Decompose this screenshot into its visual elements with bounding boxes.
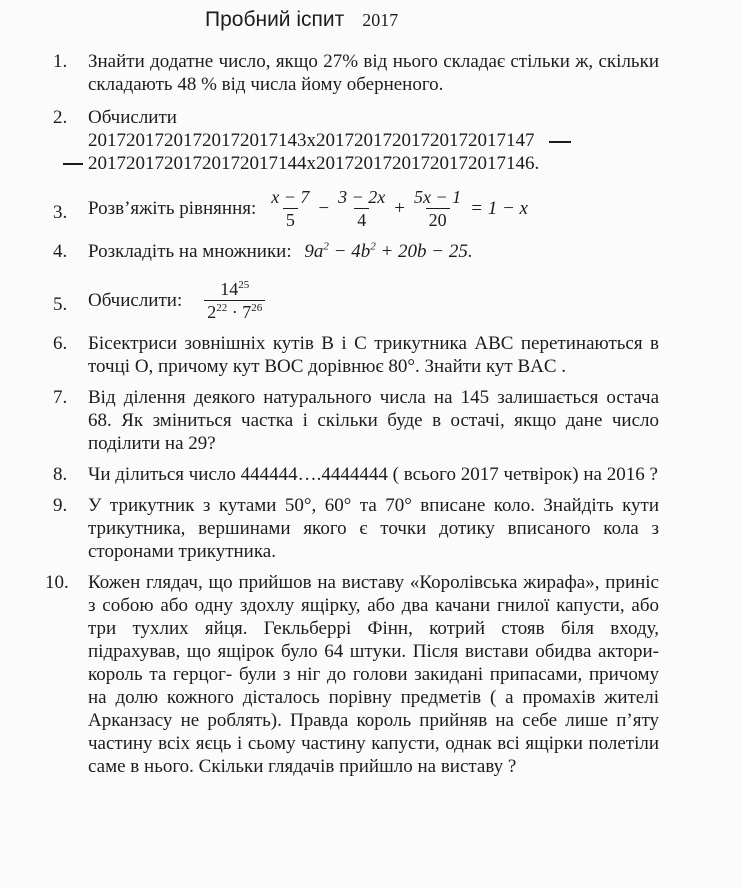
- denominator: 4: [354, 208, 369, 230]
- term: − 4b: [328, 241, 371, 262]
- title-year: 2017: [362, 10, 399, 30]
- problem-10: [0, 571, 743, 778]
- problem-text: Чи ділиться число 444444….4444444 ( всього 2017 четвірок) на 2016 ?: [88, 464, 658, 485]
- fraction: [411, 187, 464, 230]
- exponent: 25: [238, 279, 250, 291]
- expression-line-2: 20172017201720172017144х20172017201720172017146.: [88, 153, 540, 174]
- problem-number: 10.: [45, 572, 69, 593]
- minus-mark: [63, 163, 83, 165]
- right-hand-side: = 1 − x: [470, 198, 528, 219]
- exponent: 22: [216, 302, 228, 314]
- problem-number: 8.: [53, 464, 68, 485]
- numerator: 3 − 2x: [338, 187, 386, 207]
- base: 2: [207, 302, 217, 322]
- numerator: [217, 279, 252, 300]
- problem-3: [0, 187, 743, 230]
- problem-label: Розкладіть на множники:: [88, 241, 292, 262]
- problem-text: У трикутник з кутами 50°, 60° та 70° вписане коло. Знайдіть кути трикутника, вершинами якого є точки дотику вписаного кола з сторонами трикутника.: [88, 495, 659, 562]
- numerator: x − 7: [271, 187, 310, 207]
- problem-number: 7.: [53, 387, 68, 408]
- fraction: [335, 187, 388, 230]
- denominator: 5: [283, 208, 298, 230]
- fraction: [204, 279, 265, 322]
- problem-label: Обчислити: [88, 107, 177, 128]
- page-title: [205, 8, 398, 32]
- problem-label: Розв’яжіть рівняння:: [88, 198, 257, 219]
- problem-text: Знайти додатне число, якщо 27% від нього складає стільки ж, скільки складають 48 % від числа йому оберненого.: [88, 51, 659, 95]
- problem-9: [0, 494, 743, 563]
- problem-8: [0, 463, 743, 486]
- problem-text: Кожен глядач, що прийшов на виставу «Королівська жирафа», приніс з собою або одну здохлу ящірку, або два качани гнилої капусти, або три тухлих яйця. Гекльберрі Фінн, котрий стояв біля входу, підрахував, що ящірок було 64 штуки. Після вистави обидва актори- король та герцог- були з ніг до голови закидані припасами, причому на долю кожного дісталось порівну предметів ( а промахів жителі Арканзасу не роблять). Правда король прийняв на себе лише п’яту частину всіх яєць і сьому частину капусти, однак всі ящірки полетіли саме в нього. Скільки глядачів прийшло на виставу ?: [88, 572, 659, 777]
- term: 9a: [304, 241, 324, 262]
- expression-line-1: 20172017201720172017143х20172017201720172017147: [88, 130, 535, 151]
- problem-text: Від ділення деякого натурального числа на 145 залишається остача 68. Як зміниться частка і скільки буде в остачі, якщо дане число поділити на 29?: [88, 387, 659, 454]
- exponent: 26: [251, 302, 263, 314]
- problem-2: [0, 106, 743, 175]
- problem-number: 5.: [53, 294, 68, 315]
- operator: −: [318, 198, 330, 219]
- base: 14: [220, 279, 239, 299]
- exponent: 2: [323, 240, 329, 253]
- problem-number: 3.: [53, 202, 68, 223]
- problem-number: 1.: [53, 51, 68, 72]
- problem-label: Обчислити:: [88, 290, 183, 311]
- problem-5: [0, 279, 743, 322]
- problem-number: 9.: [53, 495, 68, 516]
- equation: [266, 187, 528, 230]
- term: + 20b − 25.: [375, 241, 473, 262]
- numerator: 5x − 1: [414, 187, 462, 207]
- base: · 7: [227, 302, 252, 322]
- problem-4: [0, 240, 743, 263]
- problem-number: 4.: [53, 241, 68, 262]
- expression: [304, 241, 472, 262]
- problem-6: [0, 332, 743, 378]
- operator: +: [394, 198, 405, 219]
- problem-number: 6.: [53, 333, 68, 354]
- fraction: [268, 187, 312, 230]
- title-text: Пробний іспит: [205, 8, 345, 31]
- problem-list: [0, 50, 743, 778]
- denominator: [204, 300, 265, 322]
- minus-mark: [549, 141, 571, 143]
- problem-1: [0, 50, 743, 96]
- problem-text: Бісектриси зовнішніх кутів B і C трикутника ABC перетинаються в точці O, причому кут BOC дорівнює 80°. Знайти кут BAC .: [88, 333, 659, 377]
- problem-7: [0, 386, 743, 455]
- problem-number: 2.: [53, 107, 68, 128]
- exponent: 2: [370, 240, 376, 253]
- denominator: 20: [426, 208, 450, 230]
